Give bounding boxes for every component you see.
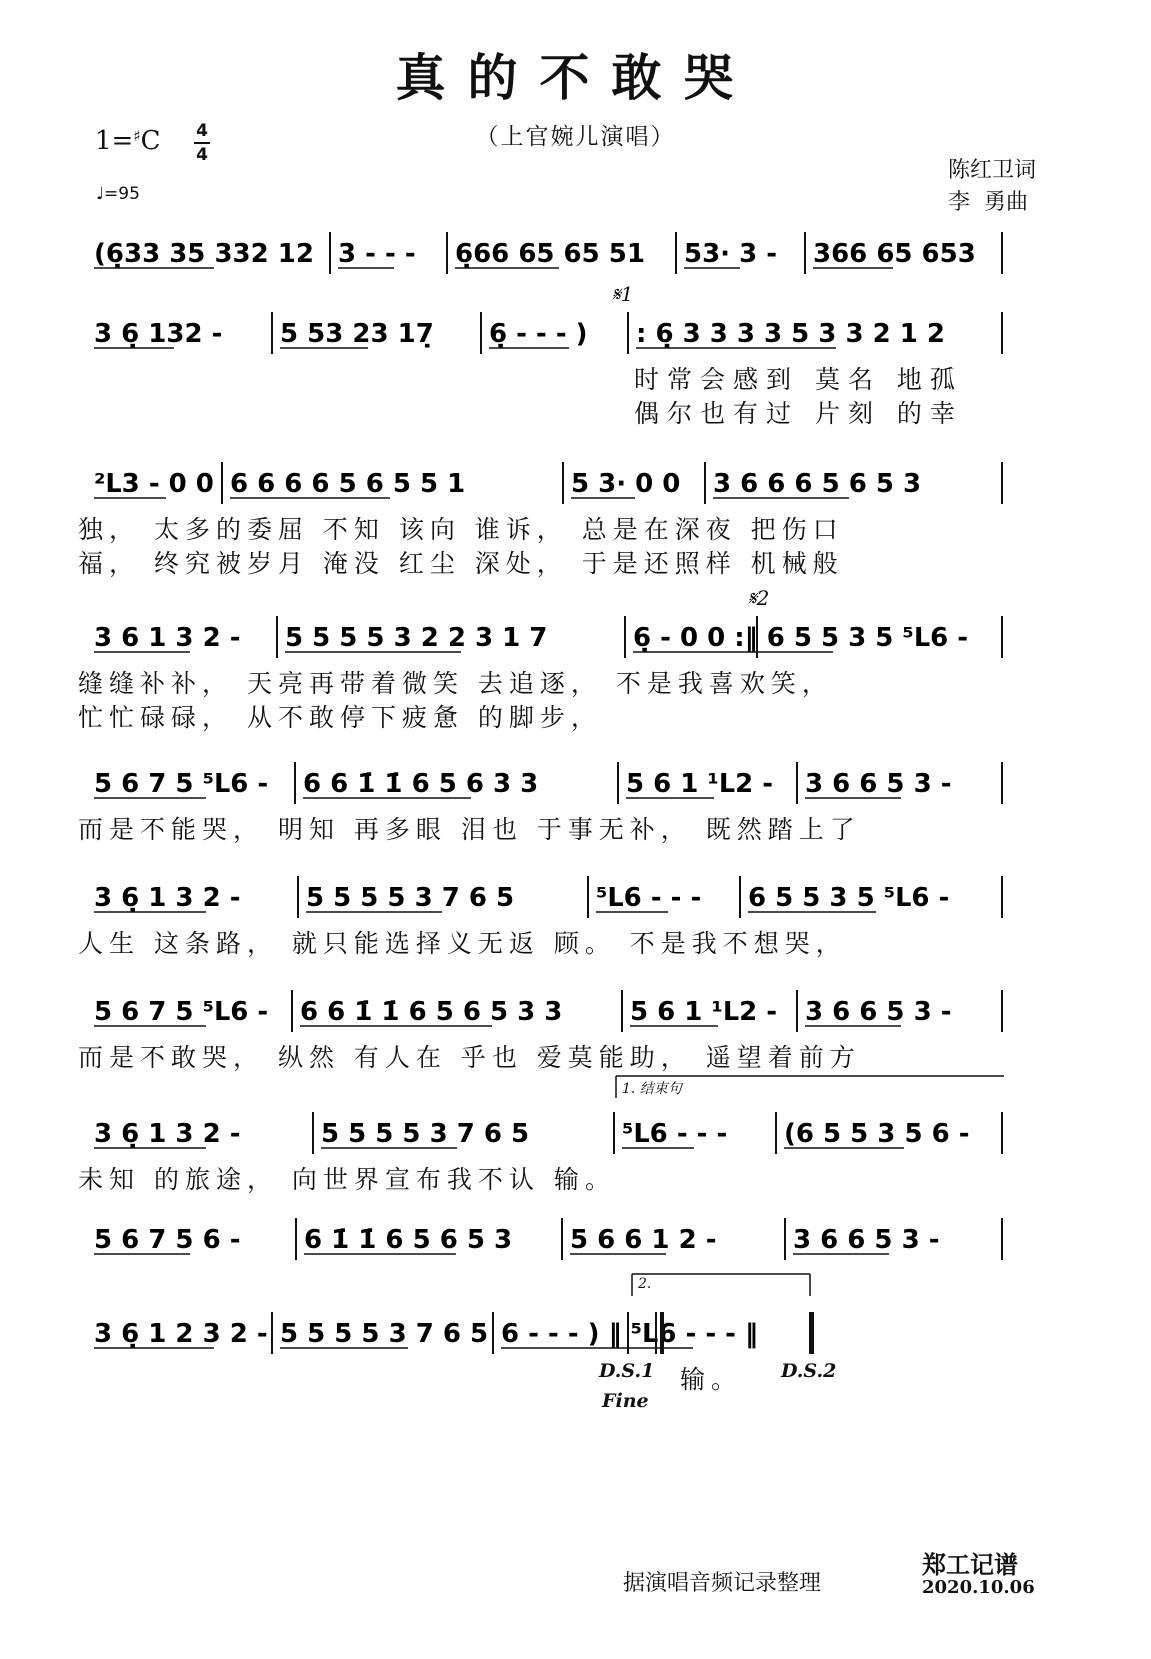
- measure-notes: 5 6 7 5 ⁵ᒪ6 -: [94, 997, 269, 1027]
- measure-notes: 6 - - - ) ‖ ⁵ᒪ6 - - - ‖: [501, 1319, 759, 1349]
- performer-subtitle: （上官婉儿演唱）: [475, 124, 676, 150]
- dal-segno-1-mark: D.S.1: [599, 1360, 655, 1382]
- measure-notes: 5 6 7 5 6 -: [94, 1225, 241, 1255]
- lyric-line: 独， 太多的委屈 不知 该向 谁诉， 总是在深夜 把伤口: [78, 515, 844, 544]
- measure-notes: 3 6̣ 1 3 2 -: [94, 1119, 241, 1149]
- measure-notes: 6 5 5 3 5 ⁵ᒪ6 -: [748, 883, 950, 913]
- key-note: C: [140, 126, 161, 156]
- lyric-line: 输。: [680, 1365, 743, 1394]
- measure-notes: 5 5 5 5 3 2 2 3 1 7: [285, 623, 548, 653]
- measure-notes: 53· 3 -: [684, 239, 778, 269]
- measure-notes: 6̣66 65 65 51: [455, 239, 645, 269]
- lyric-line: 未知 的旅途， 向世界宣布我不认 输。: [78, 1165, 616, 1194]
- measure-notes: 5 6 6 1 2 -: [570, 1225, 717, 1255]
- time-bottom: 4: [196, 145, 208, 165]
- measure-notes: 5 5 5 5 3 7 6 5: [280, 1319, 489, 1349]
- tempo-mark: ♩=95: [96, 184, 140, 204]
- key-prefix: 1=: [95, 126, 134, 156]
- measure-notes: 6 6 1̇ 1̇ 6 5 6 5 3 3: [300, 997, 563, 1027]
- lyric-line: 人生 这条路， 就只能选择义无返 顾。 不是我不想哭，: [78, 929, 847, 958]
- measure-notes: 6̣ - - - ): [489, 319, 588, 349]
- lyricist-credit: 陈红卫词: [948, 158, 1037, 183]
- measure-notes: 3 6 6 6 5 6 5 3: [713, 469, 922, 499]
- composer-credit: 李 勇曲: [948, 190, 1028, 215]
- dal-segno-2-mark: D.S.2: [781, 1360, 837, 1382]
- lyric-line: 偶尔也有过 片刻 的幸: [634, 399, 963, 428]
- measure-notes: ²ᒪ3 - 0 0: [94, 469, 214, 499]
- time-signature: [192, 121, 212, 165]
- notation-staff: [0, 1312, 1151, 1387]
- transcription-source-note: 据演唱音频记录整理: [623, 1571, 822, 1596]
- song-title: 真的不敢哭: [395, 49, 756, 107]
- measure-notes: 3 6̣ 1 2 3 2 -: [94, 1319, 268, 1349]
- measure-notes: 3 6̣ 132 -: [94, 319, 223, 349]
- notation-staff: [0, 312, 1151, 387]
- lyric-line: 忙忙碌碌， 从不敢停下疲惫 的脚步，: [78, 703, 602, 732]
- measure-notes: ⁵ᒪ6 - - -: [596, 883, 702, 913]
- segno-mark: 𝄋2: [748, 586, 770, 610]
- lyric-line: 而是不敢哭， 纵然 有人在 乎也 爱莫能助， 遥望着前方: [78, 1043, 861, 1072]
- measure-notes: 3 6 6 5 3 -: [805, 997, 952, 1027]
- measure-notes: (6̣33 35 332 12: [94, 239, 314, 269]
- measure-notes: 3 6 6 5 3 -: [805, 769, 952, 799]
- lyric-line: 时常会感到 莫名 地孤: [634, 365, 963, 394]
- transcription-date: 2020.10.06: [922, 1577, 1035, 1598]
- transcriber-brand: 郑工记谱: [922, 1551, 1018, 1579]
- measure-notes: 6 1̇ 1̇ 6 5 6 5 3: [304, 1225, 513, 1255]
- segno-mark: 𝄋1: [612, 282, 634, 306]
- key-signature: [95, 126, 161, 156]
- measure-notes: 5 6 7 5 ⁵ᒪ6 -: [94, 769, 269, 799]
- measure-notes: ⁵ᒪ6 - - -: [622, 1119, 728, 1149]
- time-top: 4: [196, 121, 208, 141]
- measure-notes: 5 53 23 17̣: [280, 319, 434, 349]
- measure-notes: 3 - - -: [338, 239, 416, 269]
- measure-notes: 366 65 653: [813, 239, 976, 269]
- time-divider: [194, 142, 210, 144]
- lyric-line: 缝缝补补， 天亮再带着微笑 去追逐， 不是我喜欢笑，: [78, 669, 833, 698]
- fine-mark: Fine: [602, 1390, 649, 1412]
- volta-label: 1. 结束句: [622, 1081, 682, 1097]
- notation-staff: [0, 232, 1151, 307]
- measure-notes: 5 5 5 5 3 7 6 5: [321, 1119, 530, 1149]
- measure-notes: (6 5 5 3 5 6 -: [784, 1119, 970, 1149]
- measure-notes: 5 3· 0 0: [571, 469, 681, 499]
- measure-notes: 6̣ - 0 0 :‖ 6 5 5 3 5 ⁵ᒪ6 -: [633, 623, 969, 653]
- measure-notes: 5 6 1 ¹ᒪ2 -: [630, 997, 778, 1027]
- lyric-line: 而是不能哭， 明知 再多眼 泪也 于事无补， 既然踏上了: [78, 815, 861, 844]
- lyric-line: 福， 终究被岁月 淹没 红尘 深处， 于是还照样 机械般: [78, 549, 844, 578]
- sharp-sign: ♯: [133, 127, 141, 145]
- measure-notes: 3 6̣ 1 3 2 -: [94, 883, 241, 913]
- measure-notes: 5 6 1 ¹ᒪ2 -: [626, 769, 774, 799]
- measure-notes: 6 6 1̇ 1̇ 6 5 6 3 3: [303, 769, 539, 799]
- measure-notes: 3 6 1 3 2 -: [94, 623, 241, 653]
- measure-notes: 6 6 6 6 5 6 5 5 1: [230, 469, 466, 499]
- notation-staff: [0, 1218, 1151, 1293]
- measure-notes: 3 6 6 5 3 -: [793, 1225, 940, 1255]
- volta-label: 2.: [638, 1276, 652, 1292]
- measure-notes: : 6̣ 3 3 3 3 5 3 3 2 1 2: [636, 319, 945, 349]
- measure-notes: 5 5 5 5 3 7 6 5: [306, 883, 515, 913]
